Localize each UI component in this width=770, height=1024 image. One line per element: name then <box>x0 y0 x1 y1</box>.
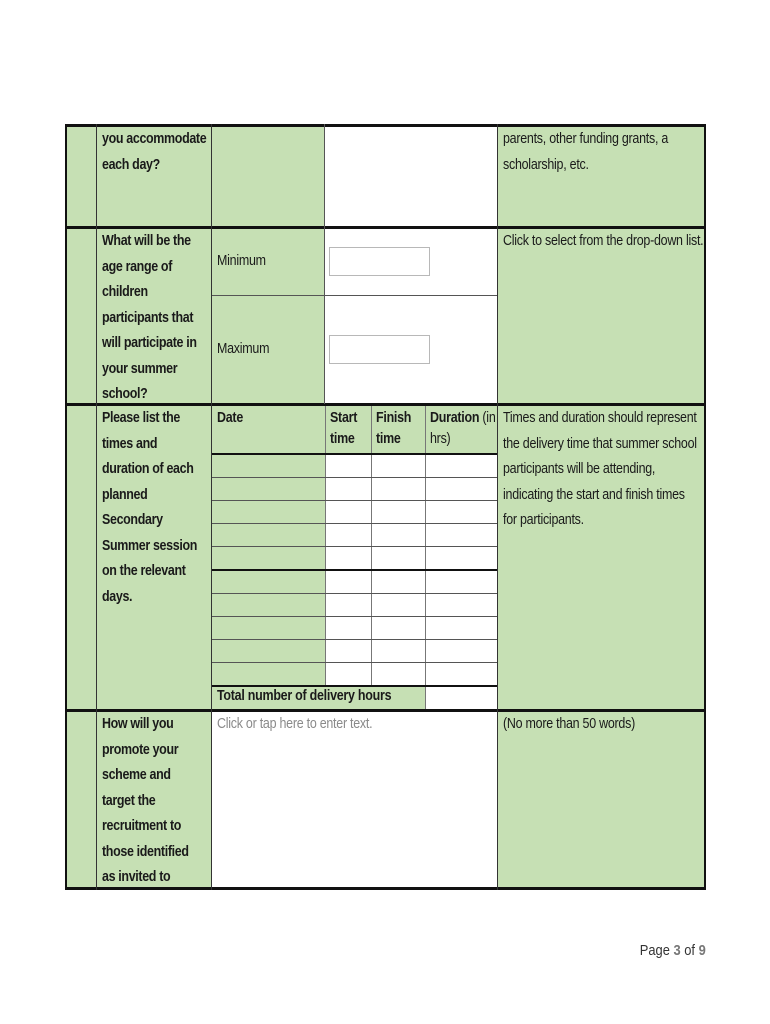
row2-index-cell <box>66 229 97 404</box>
duration-header-bold: Duration <box>430 410 480 426</box>
row4-note-cell <box>498 712 704 889</box>
column-border <box>497 124 498 890</box>
grid-line <box>212 500 498 501</box>
row2-question-text: What will be the age range of children participants that will participate in your summer school? <box>102 233 197 402</box>
finish-time-header: Finish time <box>376 410 412 447</box>
row3-note-text: Times and duration should represent the delivery time that summer school participants will be attending, indicating the start and finish times for participants. <box>503 410 697 528</box>
maximum-label: Maximum <box>217 341 270 357</box>
grid-line <box>212 523 498 524</box>
of-word: of <box>680 942 699 959</box>
row2-note-text: Click to select from the drop-down list. <box>503 233 704 249</box>
row2-inner-divider <box>212 295 498 296</box>
row1-note-text: parents, other funding grants, a scholarship, etc. <box>503 131 669 173</box>
row4-question-text: How will you promote your scheme and target the recruitment to those identified as invited to <box>102 716 189 885</box>
grid-line <box>212 639 498 640</box>
minimum-age-dropdown[interactable] <box>329 247 430 276</box>
row4-index-cell <box>66 712 97 889</box>
table-border <box>65 124 67 890</box>
grid-line <box>425 406 426 710</box>
row3-index-cell <box>66 406 97 710</box>
total-value-cell[interactable] <box>425 686 498 710</box>
row1-index-cell <box>66 126 97 227</box>
grid-line <box>212 477 498 478</box>
grid-line <box>212 685 498 687</box>
column-border <box>96 124 97 890</box>
table-border <box>65 403 706 406</box>
minimum-label: Minimum <box>217 253 266 269</box>
total-delivery-hours-label: Total number of delivery hours <box>217 688 392 704</box>
row1-question-text: you accommodate each day? <box>102 131 207 173</box>
grid-line <box>212 569 498 571</box>
promotion-placeholder[interactable]: Click or tap here to enter text. <box>217 716 373 732</box>
date-header: Date <box>217 410 244 426</box>
table-border <box>65 226 706 229</box>
grid-line <box>212 616 498 617</box>
row1-answer-value-cell[interactable] <box>325 126 498 227</box>
table-border <box>704 124 706 890</box>
total-pages: 9 <box>698 942 706 959</box>
maximum-age-dropdown[interactable] <box>329 335 430 364</box>
page-number <box>640 942 706 959</box>
column-border <box>211 124 212 890</box>
row2-note-cell <box>498 229 704 404</box>
duration-header-unit: (in hrs) <box>430 410 496 447</box>
start-time-header: Start time <box>330 410 358 447</box>
grid-line <box>212 453 498 455</box>
row1-answer-cell <box>212 126 325 227</box>
grid-line <box>212 662 498 663</box>
current-page: 3 <box>673 942 681 959</box>
table-border <box>65 124 706 127</box>
duration-header <box>430 408 496 450</box>
page-word: Page <box>639 942 674 959</box>
row3-question-text: Please list the times and duration of each planned Secondary Summer session on the relevant days. <box>102 410 197 605</box>
row4-note-text: (No more than 50 words) <box>503 716 635 732</box>
grid-line <box>212 593 498 594</box>
grid-line <box>212 546 498 547</box>
table-border <box>65 709 706 712</box>
table-border <box>65 887 706 890</box>
column-border <box>324 124 325 404</box>
promotion-text-field[interactable] <box>212 712 498 889</box>
